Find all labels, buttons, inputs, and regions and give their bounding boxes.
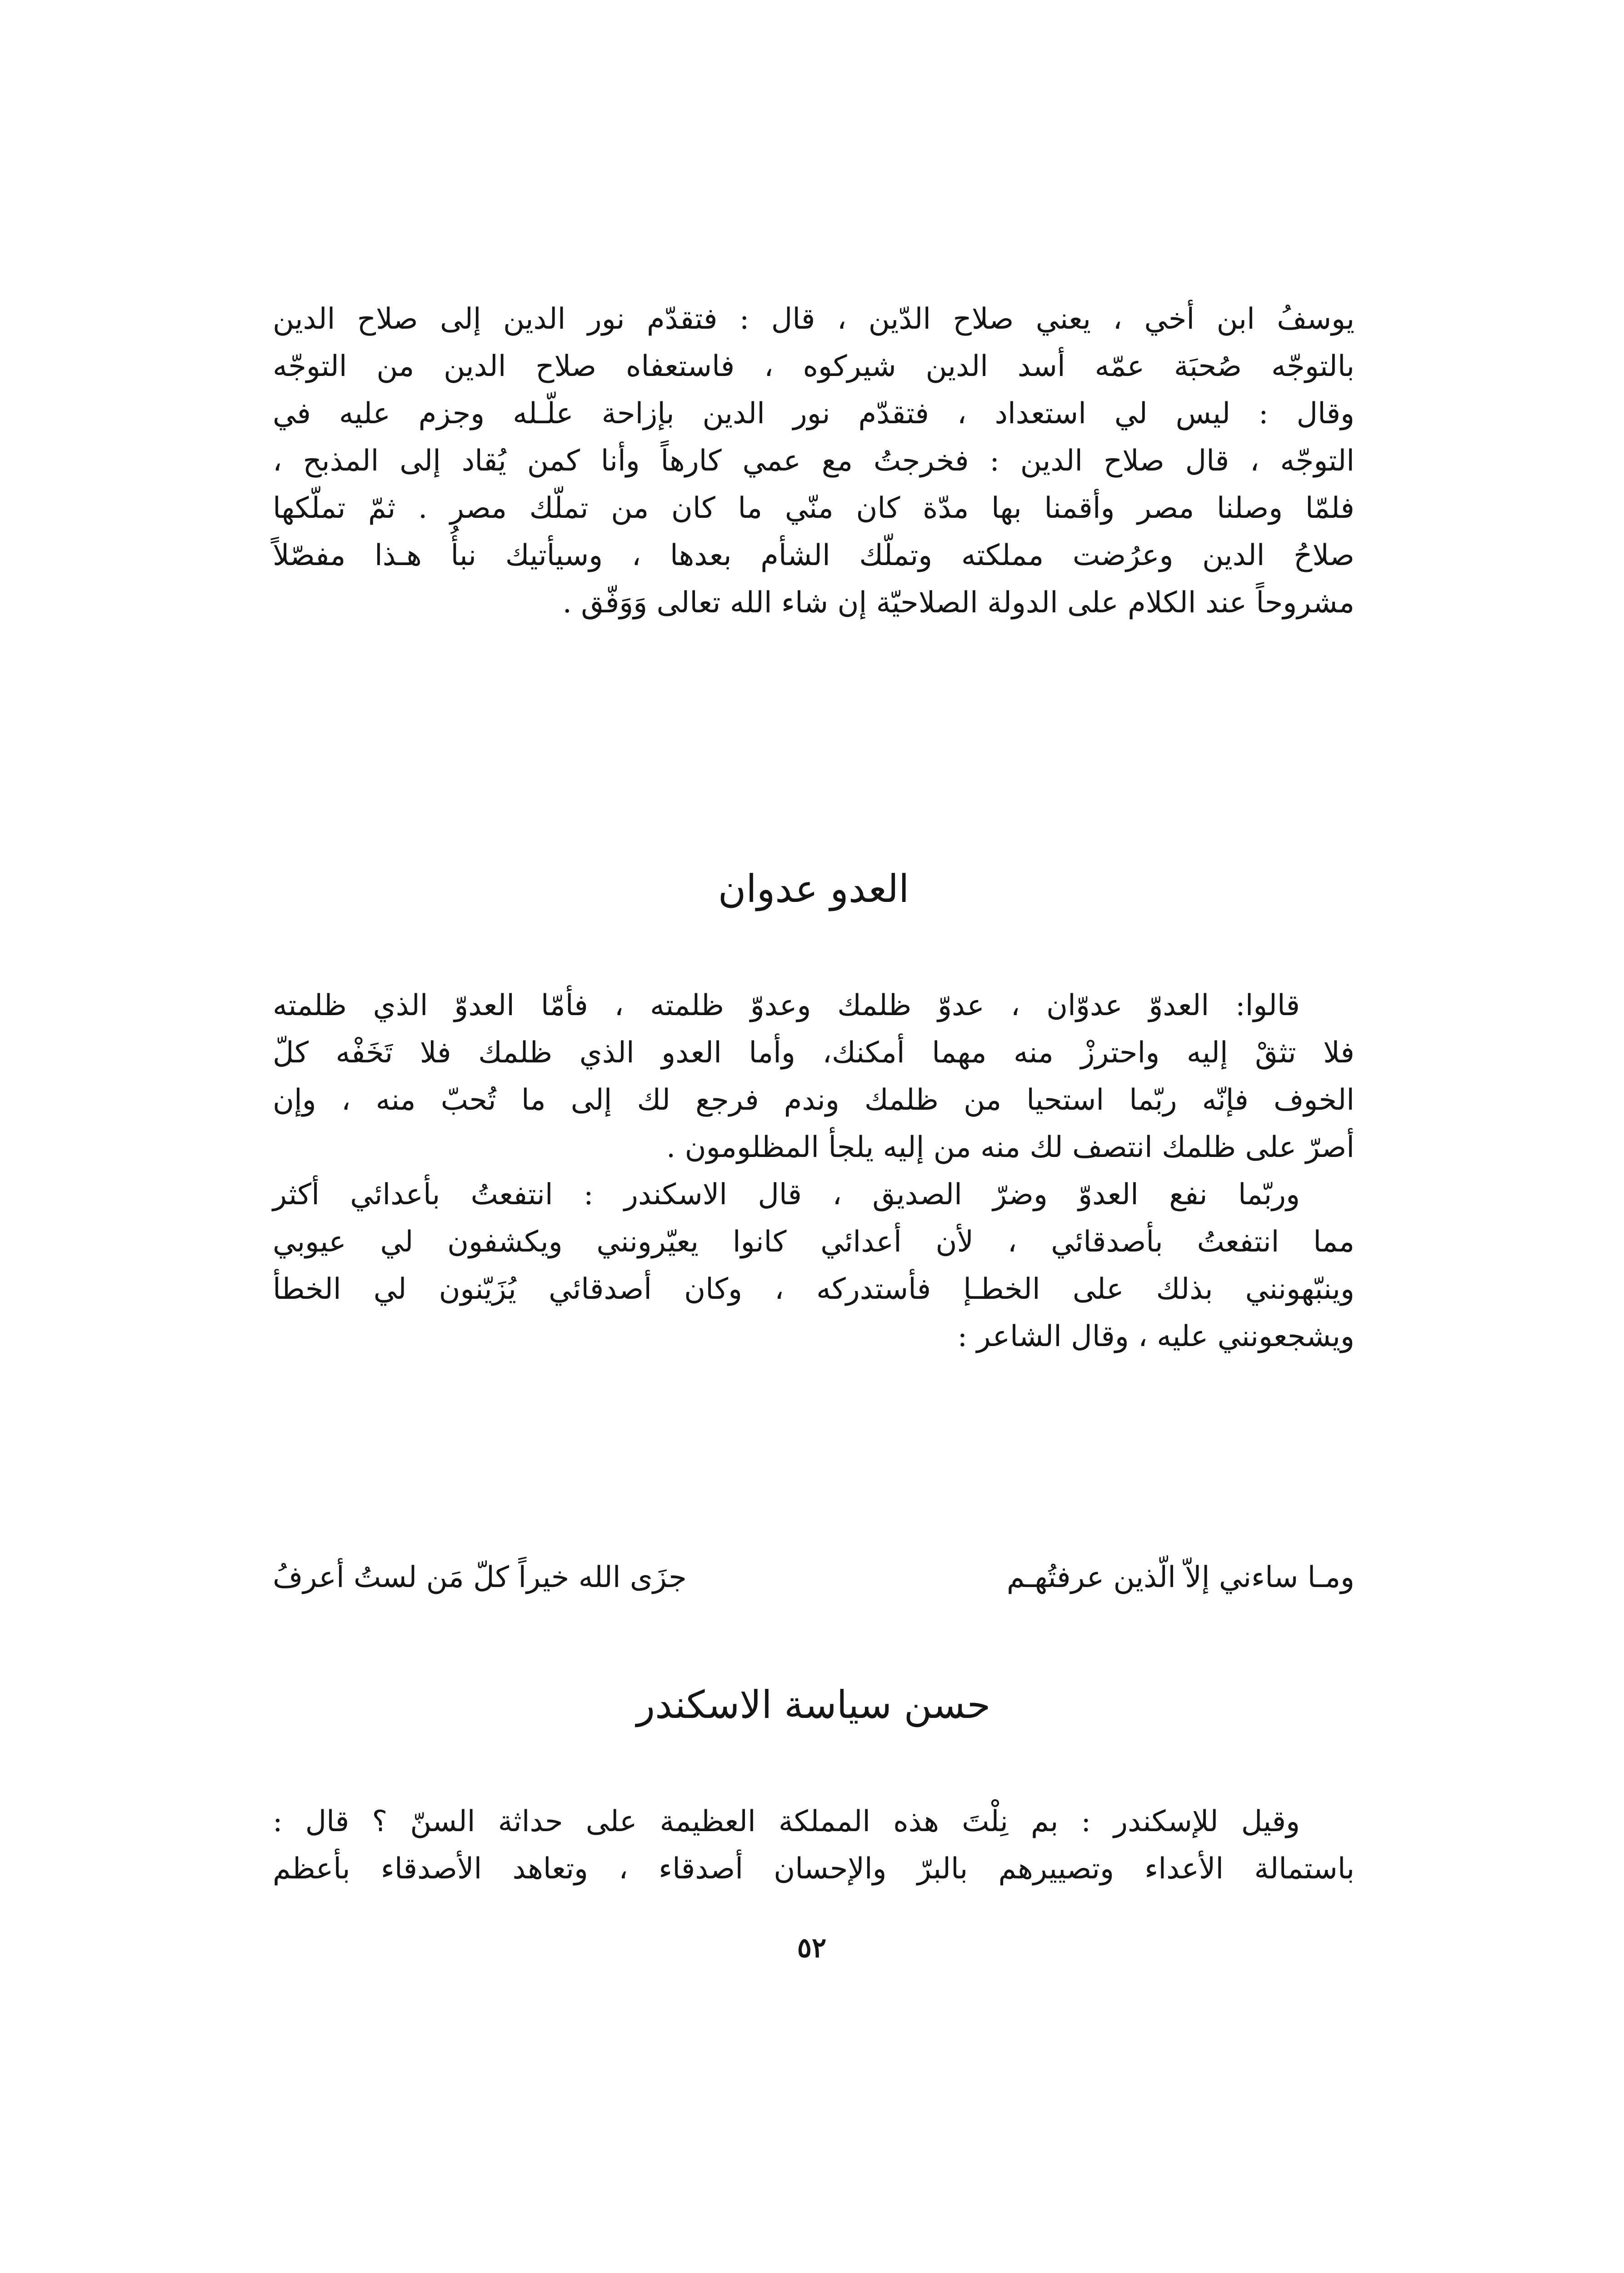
section-heading-alexander: حسن سياسة الاسكندر <box>636 1682 991 1727</box>
section-heading-enemies: العدو عدوان <box>718 866 909 911</box>
verse-second-hemistich: جزَى الله خيراً كلّ مَن لستُ أعرفُ <box>273 1561 687 1594</box>
alexander-line: باستمالة الأعداء وتصييرهم بالبرّ والإحسان أصدقاء ، وتعاهد الأصدقاء بأعظم <box>273 1852 1355 1886</box>
enemies-line: فلا تثقْ إليه واحترزْ منه مهما أمكنك، وأما العدو الذي ظلمك فلا تَخَفْه كلّ <box>273 1036 1354 1070</box>
enemies-line: ويشجعونني عليه ، وقال الشاعر : <box>957 1320 1354 1353</box>
alexander-paragraph <box>273 1798 1354 1892</box>
enemies-line: قالوا: العدوّ عدوّان ، عدوّ ظلمك وعدوّ ظلمته ، فأمّا العدوّ الذي ظلمته <box>273 989 1300 1022</box>
enemies-paragraph <box>273 982 1354 1360</box>
intro-paragraph <box>273 295 1354 626</box>
page-number: ٥٢ <box>797 1932 827 1964</box>
enemies-line: الخوف فإنّه ربّما استحيا من ظلمك وندم فرجع لك إلى ما تُحبّ منه ، وإن <box>273 1083 1354 1117</box>
intro-line: التوجّه ، قال صلاح الدين : فخرجتُ مع عمي كارهاً وأنا كمن يُقاد إلى المذبح ، <box>273 444 1355 478</box>
verse-first-hemistich: ومـا ساءني إلاّ الّذين عرفتُهـم <box>1006 1561 1354 1594</box>
intro-line: يوسفُ ابن أخي ، يعني صلاح الدّين ، قال : فتقدّم نور الدين إلى صلاح الدين <box>273 302 1354 336</box>
enemies-line: وربّما نفع العدوّ وضرّ الصديق ، قال الاسكندر : انتفعتُ بأعدائي أكثر <box>273 1178 1300 1212</box>
enemies-line: أصرّ على ظلمك انتصف لك منه من إليه يلجأ المظلومون . <box>666 1131 1354 1164</box>
intro-line: مشروحاً عند الكلام على الدولة الصلاحيّة إن شاء الله تعالى وَوَفّق . <box>562 586 1354 620</box>
intro-line: وقال : ليس لي استعداد ، فتقدّم نور الدين بإزاحة علّـله وجزم عليه في <box>273 397 1355 431</box>
intro-line: بالتوجّه صُحبَة عمّه أسد الدين شيركوه ، فاستعفاه صلاح الدين من التوجّه <box>273 350 1355 383</box>
enemies-line: وينبّهونني بذلك على الخطـإ فأستدركه ، وكان أصدقائي يُزَيّنون لي الخطأ <box>273 1272 1354 1306</box>
intro-line: فلمّا وصلنا مصر وأقمنا بها مدّة كان منّي ما كان من تملّك مصر . ثمّ تملّكها <box>273 491 1355 525</box>
intro-line: صلاحُ الدين وعرُضت مملكته وتملّك الشأم بعدها ، وسيأتيك نبأُ هـذا مفصّلاً <box>273 539 1354 572</box>
alexander-line: وقيل للإسكندر : بم نِلْتَ هذه المملكة العظيمة على حداثة السنّ ؟ قال : <box>273 1805 1300 1838</box>
poem-verse <box>273 1552 1354 1602</box>
enemies-line: مما انتفعتُ بأصدقائي ، لأن أعدائي كانوا يعيّرونني ويكشفون لي عيوبي <box>273 1225 1355 1259</box>
